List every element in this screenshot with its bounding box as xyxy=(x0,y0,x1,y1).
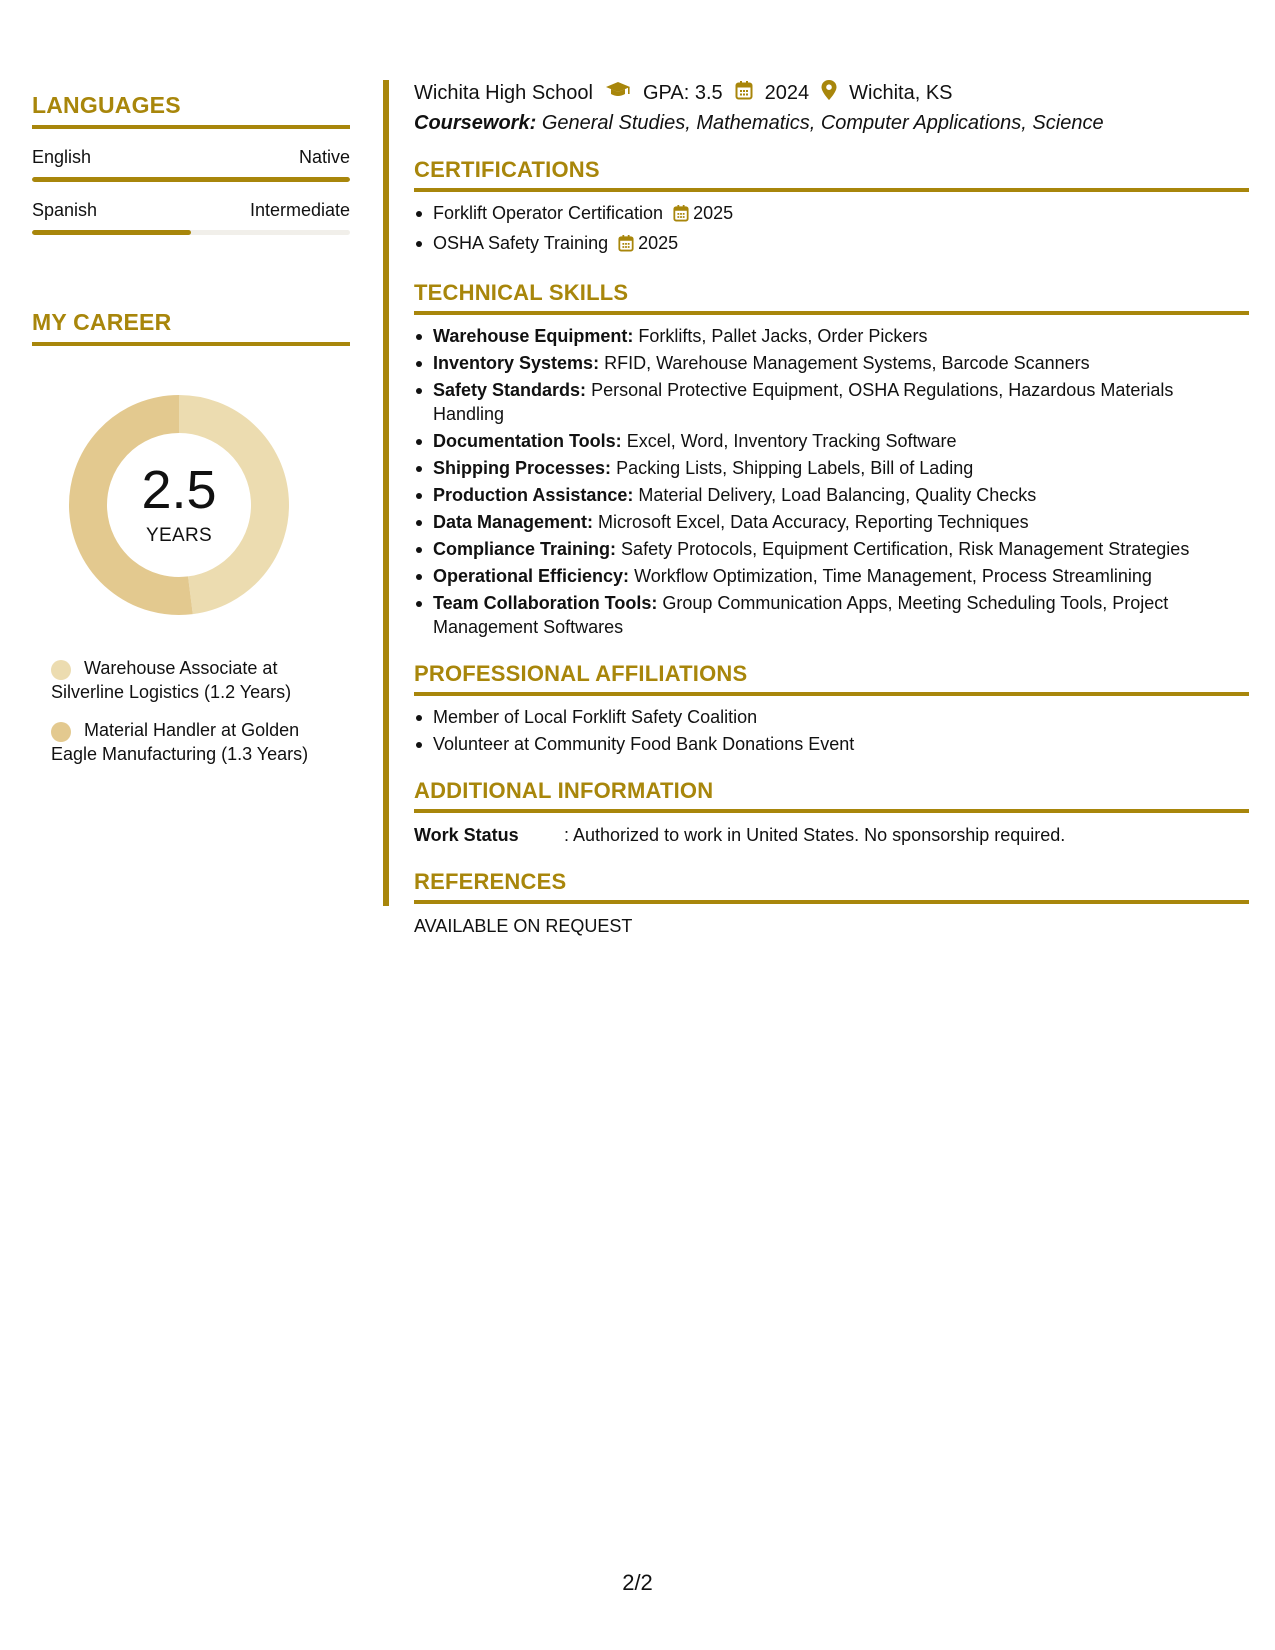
skills-title: TECHNICAL SKILLS xyxy=(414,280,1249,315)
legend-item xyxy=(51,656,350,704)
right-column xyxy=(414,80,1249,937)
skill-label: Production Assistance: xyxy=(433,485,634,505)
skill-label: Documentation Tools: xyxy=(433,431,622,451)
legend-text: Warehouse Associate at Silverline Logistics (1.2 Years) xyxy=(51,658,292,702)
career-total-unit: YEARS xyxy=(146,525,212,546)
skill-value: Safety Protocols, Equipment Certification, Risk Management Strategies xyxy=(621,539,1190,559)
skill-value: Packing Lists, Shipping Labels, Bill of Lading xyxy=(616,458,974,478)
school-name: Wichita High School xyxy=(414,81,593,104)
language-proficiency-fill xyxy=(32,177,350,182)
language-proficiency-fill xyxy=(32,230,191,235)
skill-value: Group Communication Apps, Meeting Scheduling Tools, Project Management Softwares xyxy=(433,593,1169,637)
legend-dot xyxy=(51,722,71,742)
coursework xyxy=(414,112,1249,135)
calendar-icon xyxy=(618,234,634,258)
work-status-label: Work Status xyxy=(414,825,519,845)
legend-text: Material Handler at Golden Eagle Manufacturing (1.3 Years) xyxy=(51,720,309,764)
additional-info-title: ADDITIONAL INFORMATION xyxy=(414,778,1249,813)
certification-name: Forklift Operator Certification xyxy=(433,203,664,223)
skill-value: Microsoft Excel, Data Accuracy, Reporting Techniques xyxy=(598,512,1029,532)
skill-label: Data Management: xyxy=(433,512,594,532)
certifications-list xyxy=(414,201,1249,258)
coursework-label: Coursework: xyxy=(414,112,537,134)
list-item xyxy=(414,456,1249,480)
skill-label: Shipping Processes: xyxy=(433,458,612,478)
education-line xyxy=(414,80,1249,106)
list-item xyxy=(414,324,1249,348)
list-item: Member of Local Forklift Safety Coalition xyxy=(414,705,1249,729)
skill-value: RFID, Warehouse Management Systems, Barcode Scanners xyxy=(604,353,1090,373)
school-location: Wichita, KS xyxy=(849,81,953,104)
donut-center xyxy=(64,390,294,620)
legend-dot xyxy=(51,660,71,680)
language-proficiency-bar xyxy=(32,230,350,235)
skill-value: Workflow Optimization, Time Management, Process Streamlining xyxy=(634,566,1152,586)
list-item xyxy=(414,591,1249,639)
skill-value: Excel, Word, Inventory Tracking Software xyxy=(626,431,957,451)
career-donut-chart xyxy=(64,390,294,620)
calendar-icon xyxy=(735,80,753,106)
certification-year: 2025 xyxy=(638,233,679,253)
skill-value: Personal Protective Equipment, OSHA Regulations, Hazardous Materials Handling xyxy=(433,380,1174,424)
legend-item xyxy=(51,718,350,766)
skill-value: Forklifts, Pallet Jacks, Order Pickers xyxy=(638,326,928,346)
skill-label: Team Collaboration Tools: xyxy=(433,593,658,613)
skill-label: Compliance Training: xyxy=(433,539,617,559)
list-item xyxy=(414,378,1249,426)
list-item: Volunteer at Community Food Bank Donations Event xyxy=(414,732,1249,756)
certification-name: OSHA Safety Training xyxy=(433,233,609,253)
language-name: English xyxy=(32,147,92,167)
languages-title: LANGUAGES xyxy=(32,92,350,129)
list-item xyxy=(414,231,1249,258)
map-pin-icon xyxy=(821,80,837,106)
list-item xyxy=(414,429,1249,453)
graduation-cap-icon xyxy=(605,81,631,105)
gpa: GPA: 3.5 xyxy=(642,81,723,104)
certifications-title: CERTIFICATIONS xyxy=(414,157,1249,192)
skill-value: Material Delivery, Load Balancing, Quality Checks xyxy=(638,485,1037,505)
language-name: Spanish xyxy=(32,200,98,220)
affiliations-title: PROFESSIONAL AFFILIATIONS xyxy=(414,661,1249,696)
language-english xyxy=(32,147,350,182)
career-total-years: 2.5 xyxy=(141,460,217,520)
certification-year: 2025 xyxy=(693,203,734,223)
list-item xyxy=(414,351,1249,375)
left-column xyxy=(32,92,350,780)
skill-label: Inventory Systems: xyxy=(433,353,600,373)
language-proficiency-bar xyxy=(32,177,350,182)
work-status-row xyxy=(414,823,1249,847)
skill-label: Operational Efficiency: xyxy=(433,566,630,586)
career-title: MY CAREER xyxy=(32,309,350,346)
calendar-icon xyxy=(673,204,689,228)
language-level: Native xyxy=(298,147,350,167)
references-title: REFERENCES xyxy=(414,869,1249,904)
list-item xyxy=(414,510,1249,534)
affiliations-list xyxy=(414,705,1249,756)
list-item xyxy=(414,537,1249,561)
graduation-year: 2024 xyxy=(764,81,810,104)
career-legend xyxy=(32,656,350,766)
work-status-value: : Authorized to work in United States. No sponsorship required. xyxy=(564,825,1066,845)
page-number: 2/2 xyxy=(622,1570,653,1595)
list-item xyxy=(414,564,1249,588)
skill-label: Safety Standards: xyxy=(433,380,587,400)
language-spanish xyxy=(32,200,350,235)
skill-label: Warehouse Equipment: xyxy=(433,326,634,346)
list-item xyxy=(414,201,1249,228)
coursework-list: General Studies, Mathematics, Computer Applications, Science xyxy=(541,112,1104,134)
skills-list xyxy=(414,324,1249,639)
list-item xyxy=(414,483,1249,507)
references-text: AVAILABLE ON REQUEST xyxy=(414,916,633,936)
language-level: Intermediate xyxy=(249,200,350,220)
column-divider xyxy=(383,80,389,906)
